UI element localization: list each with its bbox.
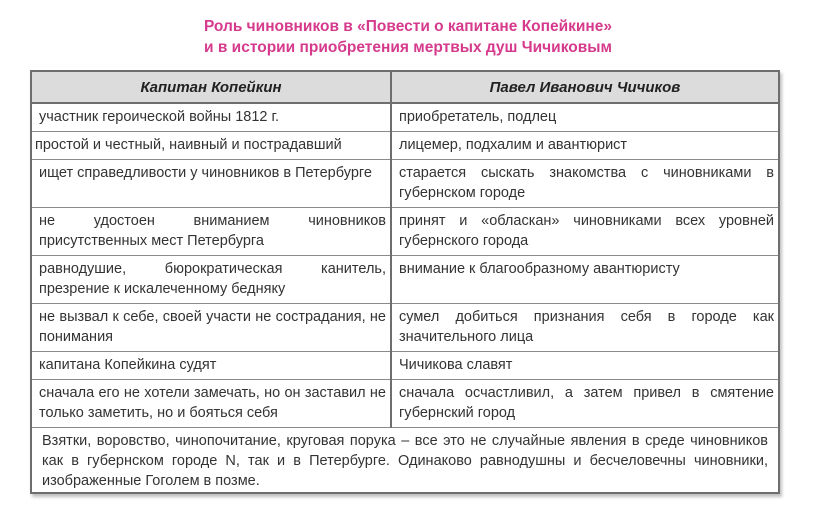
cell-chichikov: принят и «обласкан» чиновниками всех уровней губернского города xyxy=(391,208,778,256)
cell-chichikov: лицемер, подхалим и авантюрист xyxy=(391,132,778,160)
cell-kopeikin: простой и честный, наивный и пострадавший xyxy=(32,132,391,160)
title-line-2: и в истории приобретения мертвых душ Чичиковым xyxy=(204,39,612,56)
table-row xyxy=(32,160,778,208)
title-line-1: Роль чиновников в «Повести о капитане Копейкине» xyxy=(203,18,613,35)
cell-chichikov: старается сыскать знакомства с чиновниками в губернском городе xyxy=(391,160,778,208)
table-row xyxy=(32,103,778,132)
cell-kopeikin: капитана Копейкина судят xyxy=(32,352,391,380)
cell-kopeikin: ищет справедливости у чиновников в Петербурге xyxy=(32,160,391,208)
table-row xyxy=(32,352,778,380)
cell-chichikov: сумел добиться признания себя в городе как значительного лица xyxy=(391,304,778,352)
cell-chichikov: внимание к благообразному авантюристу xyxy=(391,256,778,304)
table-row xyxy=(32,256,778,304)
table-row xyxy=(32,380,778,428)
cell-chichikov: приобретатель, подлец xyxy=(391,103,778,132)
header-chichikov: Павел Иванович Чичиков xyxy=(391,72,778,103)
summary-cell: Взятки, воровство, чинопочитание, круговая порука – все это не случайные явления в среде чиновников как в губернском городе N, так и в Петербурге. Одинаково равнодушны и бесчеловечны чиновники, изображенные Гоголем в позме. xyxy=(32,428,778,497)
header-kopeikin: Капитан Копейкин xyxy=(32,72,391,103)
cell-kopeikin: равнодушие, бюрократическая канитель, презрение к искалеченному бедняку xyxy=(32,256,391,304)
table-row xyxy=(32,132,778,160)
cell-chichikov: Чичикова славят xyxy=(391,352,778,380)
cell-kopeikin: не удостоен вниманием чиновников присутственных мест Петербурга xyxy=(32,208,391,256)
page-title xyxy=(0,16,816,58)
table-row xyxy=(32,208,778,256)
comparison-table-frame xyxy=(30,70,780,494)
cell-kopeikin: не вызвал к себе, своей участи не сострадания, не понимания xyxy=(32,304,391,352)
table-row xyxy=(32,304,778,352)
cell-kopeikin: участник героической войны 1812 г. xyxy=(32,103,391,132)
cell-kopeikin: сначала его не хотели замечать, но он заставил не только заметить, но и бояться себя xyxy=(32,380,391,428)
header-row xyxy=(32,72,778,103)
cell-chichikov: сначала осчастливил, а затем привел в смятение губернский город xyxy=(391,380,778,428)
summary-row xyxy=(32,428,778,497)
comparison-table xyxy=(32,72,778,496)
